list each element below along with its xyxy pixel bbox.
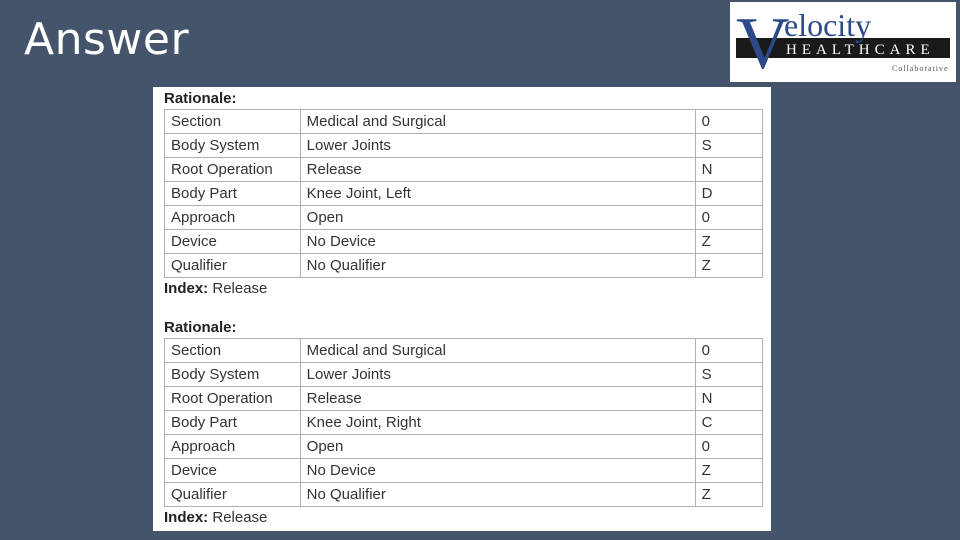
table-cell: D [695, 182, 762, 206]
table-cell: S [695, 363, 762, 387]
table-row [165, 411, 763, 435]
table-cell: Approach [165, 206, 301, 230]
index-line [164, 507, 764, 529]
table-row [165, 254, 763, 278]
table-row [165, 363, 763, 387]
index-value: Release [212, 509, 268, 526]
logo-tag: Collaborative [892, 64, 949, 73]
table-cell: Root Operation [165, 387, 301, 411]
table-row [165, 134, 763, 158]
table-cell: 0 [695, 110, 762, 134]
table-cell: Z [695, 254, 762, 278]
table-cell: N [695, 158, 762, 182]
table-cell: Qualifier [165, 483, 301, 507]
table-cell: 0 [695, 339, 762, 363]
table-cell: Release [300, 387, 695, 411]
table-row [165, 387, 763, 411]
table-cell: Body Part [165, 411, 301, 435]
table-cell: Open [300, 435, 695, 459]
rationale-heading: Rationale: [164, 90, 237, 107]
table-row [165, 158, 763, 182]
table-cell: No Qualifier [300, 254, 695, 278]
table-cell: No Device [300, 459, 695, 483]
table-row [165, 483, 763, 507]
table-cell: Lower Joints [300, 134, 695, 158]
index-label: Index: [164, 280, 209, 297]
code-table-1 [164, 109, 763, 278]
table-cell: 0 [695, 435, 762, 459]
table-cell: Body System [165, 363, 301, 387]
answer-panel [153, 87, 771, 531]
table-cell: Z [695, 459, 762, 483]
table-row [165, 206, 763, 230]
table-cell: Root Operation [165, 158, 301, 182]
index-label: Index: [164, 509, 209, 526]
logo-word: elocity [784, 7, 872, 43]
table-cell: 0 [695, 206, 762, 230]
rationale-block-2 [164, 318, 764, 529]
table-row [165, 182, 763, 206]
table-row [165, 459, 763, 483]
table-cell: Section [165, 339, 301, 363]
table-cell: Lower Joints [300, 363, 695, 387]
table-row [165, 110, 763, 134]
code-table-2 [164, 338, 763, 507]
table-cell: Qualifier [165, 254, 301, 278]
index-value: Release [212, 280, 268, 297]
table-row [165, 339, 763, 363]
table-cell: Medical and Surgical [300, 110, 695, 134]
table-cell: Body Part [165, 182, 301, 206]
table-cell: N [695, 387, 762, 411]
table-cell: Z [695, 230, 762, 254]
table-cell: S [695, 134, 762, 158]
velocity-healthcare-logo [730, 2, 956, 82]
logo-big-letter: V [736, 3, 790, 82]
table-cell: Approach [165, 435, 301, 459]
table-cell: C [695, 411, 762, 435]
table-row [165, 435, 763, 459]
table-cell: Medical and Surgical [300, 339, 695, 363]
table-cell: Body System [165, 134, 301, 158]
table-cell: Section [165, 110, 301, 134]
index-line [164, 278, 764, 300]
table-row [165, 230, 763, 254]
logo-sub: HEALTHCARE [786, 42, 935, 58]
rationale-block-1 [164, 89, 764, 300]
table-cell: Knee Joint, Left [300, 182, 695, 206]
table-cell: Release [300, 158, 695, 182]
table-cell: Knee Joint, Right [300, 411, 695, 435]
table-cell: Device [165, 459, 301, 483]
table-cell: Z [695, 483, 762, 507]
table-cell: No Device [300, 230, 695, 254]
table-cell: Open [300, 206, 695, 230]
table-cell: Device [165, 230, 301, 254]
slide-title: Answer [24, 14, 190, 65]
rationale-heading: Rationale: [164, 319, 237, 336]
table-cell: No Qualifier [300, 483, 695, 507]
